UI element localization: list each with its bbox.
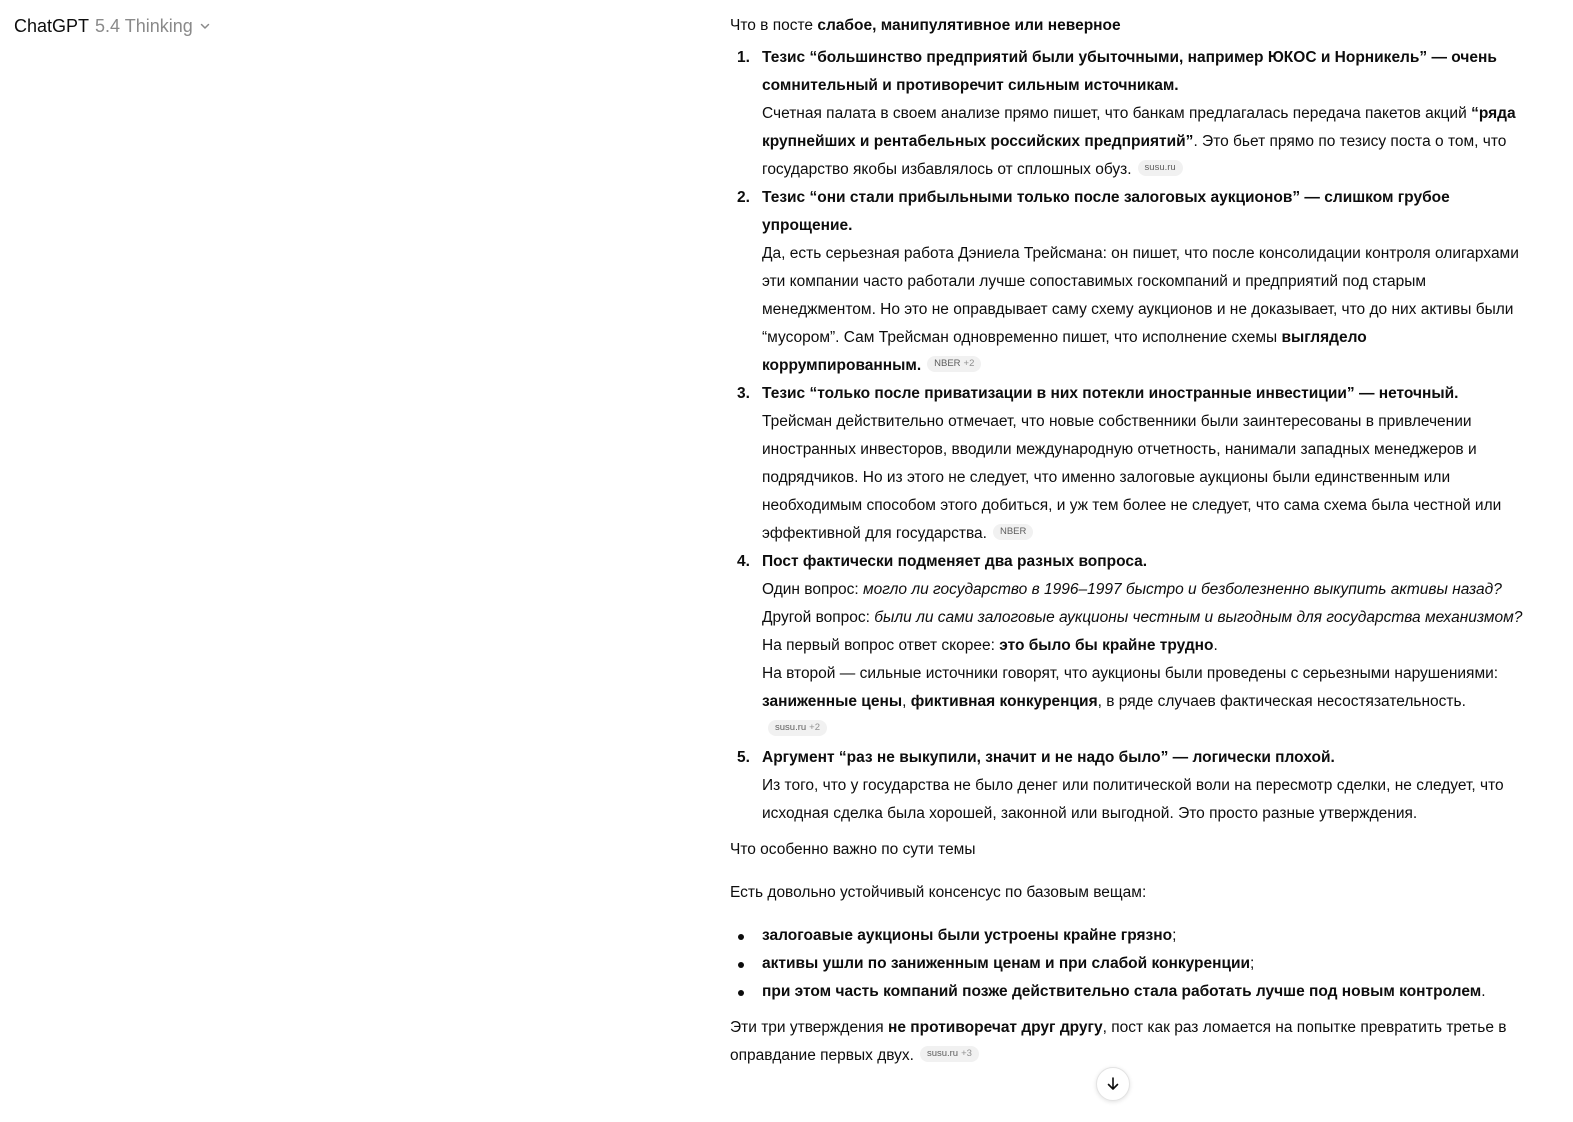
- citation-chip[interactable]: susu.ru +3: [920, 1046, 979, 1062]
- section-title: Что особенно важно по сути темы: [730, 841, 976, 858]
- point-title: Тезис “только после приватизации в них потекли иностранные инвестиции” — неточный.: [762, 385, 1459, 402]
- point-body: Из того, что у государства не было денег или политической воли на пересмотр сделки, не следует, что исходная сделка была хорошей, законной или выгодной. Это просто разные утверждения.: [762, 777, 1504, 822]
- list-item: 3. Тезис “только после приватизации в них потекли иностранные инвестиции” — неточный. Трейсман действительно отмечает, что новые собственники были заинтересованы в привлечении иностранных инвесторов, вводили международную отчетность, нанимали западных менеджеров и подрядчиков. Но из этого не следует, что именно залоговые аукционы были единственным или необходимым способом этого добиться, и уж тем более не следует, что сама схема была честной или эффективной для государства. NBER: [730, 380, 1530, 548]
- point-body: Да, есть серьезная работа Дэниела Трейсмана: он пишет, что после консолидации контроля олигархами эти компании часто работали лучше сопоставимых госкомпаний и предприятий под старым менеджментом. Но это не оправдывает саму схему аукционов и не доказывает, что до них активы были “мусором”. Сам Трейсман одновременно пишет, что исполнение схемы выглядело коррумпированным. NBER +2: [762, 245, 1519, 374]
- citation-chip[interactable]: susu.ru +2: [768, 720, 827, 736]
- citation-chip[interactable]: susu.ru: [1138, 160, 1183, 176]
- question-one: Один вопрос: могло ли государство в 1996–1997 быстро и безболезненно выкупить активы назад?: [762, 581, 1502, 598]
- citation-chip[interactable]: NBER: [993, 524, 1033, 540]
- answer-heading: Что в посте слабое, манипулятивное или неверное: [730, 17, 1121, 34]
- consensus-intro: Есть довольно устойчивый консенсус по базовым вещам:: [730, 884, 1147, 901]
- app-name: ChatGPT: [14, 16, 90, 36]
- point-title: Тезис “большинство предприятий были убыточными, например ЮКОС и Норникель” — очень сомнительный и противоречит сильным источникам.: [762, 49, 1497, 94]
- bullet-list: [730, 922, 1530, 1006]
- conclusion: Эти три утверждения не противоречат друг другу, пост как раз ломается на попытке превратить третье в оправдание первых двух. susu.ru +3: [730, 1019, 1507, 1064]
- list-item: 4. Пост фактически подменяет два разных вопроса. Один вопрос: могло ли государство в 1996–1997 быстро и безболезненно выкупить активы назад? Другой вопрос: были ли сами залоговые аукционы честным и выгодным для государства механизмом? На первый вопрос ответ скорее: это было бы крайне трудно. На второй — сильные источники говорят, что аукционы были проведены с серьезными нарушениями: заниженные цены, фиктивная конкуренция, в ряде случаев фактическая несостязательность.susu.ru +2: [730, 548, 1530, 744]
- list-item: 1. Тезис “большинство предприятий были убыточными, например ЮКОС и Норникель” — очень сомнительный и противоречит сильным источникам. Счетная палата в своем анализе прямо пишет, что банкам предлагалась передача пакетов акций “ряда крупнейших и рентабельных российских предприятий”. Это бьет прямо по тезису поста о том, что государство якобы избавлялось от сплошных обуз. susu.ru: [730, 44, 1530, 184]
- answer-one: На первый вопрос ответ скорее: это было бы крайне трудно.: [762, 637, 1218, 654]
- model-selector[interactable]: [14, 13, 211, 39]
- chevron-down-icon: [199, 20, 211, 32]
- answer-two: На второй — сильные источники говорят, что аукционы были проведены с серьезными нарушениями: заниженные цены, фиктивная конкуренция, в ряде случаев фактическая несостязательность.susu.ru +2: [762, 660, 1530, 744]
- numbered-list: [730, 44, 1530, 828]
- bullet-item: при этом часть компаний позже действительно стала работать лучше под новым контролем.: [730, 978, 1530, 1006]
- arrow-down-icon: [1105, 1076, 1121, 1092]
- point-body: Трейсман действительно отмечает, что новые собственники были заинтересованы в привлечении иностранных инвесторов, вводили международную отчетность, нанимали западных менеджеров и подрядчиков. Но из этого не следует, что именно залоговые аукционы были единственным или необходимым способом этого добиться, и уж тем более не следует, что сама схема была честной или эффективной для государства. NBER: [762, 413, 1502, 542]
- point-title: Пост фактически подменяет два разных вопроса.: [762, 553, 1148, 570]
- question-two: Другой вопрос: были ли сами залоговые аукционы честным и выгодным для государства механизмом?: [762, 609, 1523, 626]
- point-body: Счетная палата в своем анализе прямо пишет, что банкам предлагалась передача пакетов акций “ряда крупнейших и рентабельных российских предприятий”. Это бьет прямо по тезису поста о том, что государство якобы избавлялось от сплошных обуз. susu.ru: [762, 105, 1516, 178]
- citation-chip[interactable]: NBER +2: [927, 356, 981, 372]
- point-title: Аргумент “раз не выкупили, значит и не надо было” — логически плохой.: [762, 749, 1335, 766]
- bullet-item: активы ушли по заниженным ценам и при слабой конкуренции;: [730, 950, 1530, 978]
- list-item: 2. Тезис “они стали прибыльными только после залоговых аукционов” — слишком грубое упрощение. Да, есть серьезная работа Дэниела Трейсмана: он пишет, что после консолидации контроля олигархами эти компании часто работали лучше сопоставимых госкомпаний и предприятий под старым менеджментом. Но это не оправдывает саму схему аукционов и не доказывает, что до них активы были “мусором”. Сам Трейсман одновременно пишет, что исполнение схемы выглядело коррумпированным. NBER +2: [730, 184, 1530, 380]
- point-title: Тезис “они стали прибыльными только после залоговых аукционов” — слишком грубое упрощение.: [762, 189, 1450, 234]
- assistant-message: [730, 12, 1530, 1070]
- bullet-item: залогоавые аукционы были устроены крайне грязно;: [730, 922, 1530, 950]
- scroll-to-bottom-button[interactable]: [1096, 1067, 1130, 1101]
- list-item: 5. Аргумент “раз не выкупили, значит и не надо было” — логически плохой. Из того, что у государства не было денег или политической воли на пересмотр сделки, не следует, что исходная сделка была хорошей, законной или выгодной. Это просто разные утверждения.: [730, 744, 1530, 828]
- model-name: 5.4 Thinking: [95, 16, 193, 36]
